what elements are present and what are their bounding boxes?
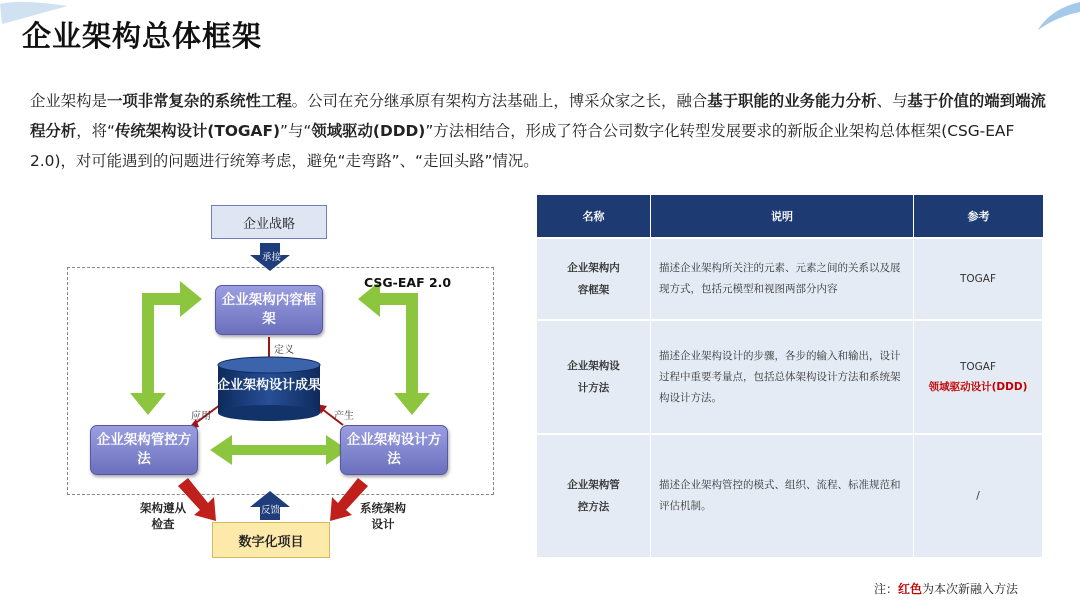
table-row — [537, 321, 1043, 433]
brush-decoration-right — [1010, 0, 1080, 36]
feedback-label: 反馈 — [261, 505, 281, 516]
green-arrow-right — [358, 281, 430, 415]
content-framework-box: 企业架构内容框架 — [215, 285, 323, 335]
row-name: 企业架构设计方法 — [537, 321, 651, 433]
row-name: 企业架构内容框架 — [537, 239, 651, 319]
design-result-label: 企业架构设计成果 — [217, 378, 322, 393]
intro-text: ”与“ — [280, 122, 312, 140]
intro-emphasis: 一项非常复杂的系统性工程 — [106, 92, 292, 110]
table-row — [537, 239, 1043, 319]
green-arrow-left — [130, 281, 202, 415]
row-desc: 描述企业架构管控的模式、组织、流程、标准规范和评估机制。 — [651, 435, 914, 557]
row-ref: TOGAF 领域驱动设计(DDD) — [914, 321, 1043, 433]
header-ref: 参考 — [914, 195, 1043, 237]
row-name: 企业架构管控方法 — [537, 435, 651, 557]
framework-diagram — [60, 195, 500, 575]
produce-label: 产生 — [334, 411, 354, 422]
table-row — [537, 435, 1043, 557]
intro-text: ”方法相结合，形成了符合公司数字化转型发展要求的新版企业架构总体框架(CSG-EAF 2.0)，对可能遇到的问题进行统筹考虑，避免“走弯路”、“走回头路”情况。 — [30, 122, 1015, 170]
compliance-check-label: 架构遵从检查 — [140, 501, 186, 531]
define-label: 定义 — [274, 345, 294, 356]
row-desc: 描述企业架构设计的步骤，各步的输入和输出，设计过程中重要考量点，包括总体架构设计方法和系统架构设计方法。 — [651, 321, 914, 433]
inherit-label: 承接 — [262, 252, 282, 263]
row-ref: / — [914, 435, 1043, 557]
intro-emphasis: 基于职能的业务能力分析 — [707, 92, 877, 110]
design-method-box: 企业架构设计方法 — [340, 425, 448, 475]
intro-text: 企业架构是 — [30, 92, 107, 110]
intro-paragraph — [30, 86, 1060, 176]
intro-text: 。公司在充分继承原有架构方法基础上，博采众家之长，融合 — [291, 92, 708, 110]
intro-emphasis: 领域驱动(DDD) — [311, 122, 426, 140]
intro-text: 、与 — [876, 92, 908, 110]
row-ref: TOGAF — [914, 239, 1043, 319]
footnote: 注：红色为本次新融入方法 — [874, 582, 1019, 596]
framework-label: CSG-EAF 2.0 — [364, 275, 452, 290]
apply-label: 应用 — [191, 411, 211, 422]
table-header — [537, 195, 1043, 237]
ref-highlight: 领域驱动设计(DDD) — [928, 381, 1028, 393]
control-method-box: 企业架构管控方法 — [90, 425, 198, 475]
header-name: 名称 — [537, 195, 651, 237]
method-table — [537, 195, 1043, 557]
intro-emphasis: 基于价值的端到端流程分析 — [30, 92, 1046, 140]
strategy-box: 企业战略 — [211, 205, 327, 239]
green-double-arrow — [210, 435, 348, 465]
system-design-label: 系统架构设计 — [360, 501, 406, 531]
intro-text: ，将“ — [76, 122, 115, 140]
digital-project-box: 数字化项目 — [212, 522, 330, 558]
intro-emphasis: 传统架构设计(TOGAF) — [114, 122, 281, 140]
row-desc: 描述企业架构所关注的元素、元素之间的关系以及展现方式，包括元模型和视图两部分内容 — [651, 239, 914, 319]
page-title: 企业架构总体框架 — [22, 19, 263, 53]
header-desc: 说明 — [651, 195, 914, 237]
